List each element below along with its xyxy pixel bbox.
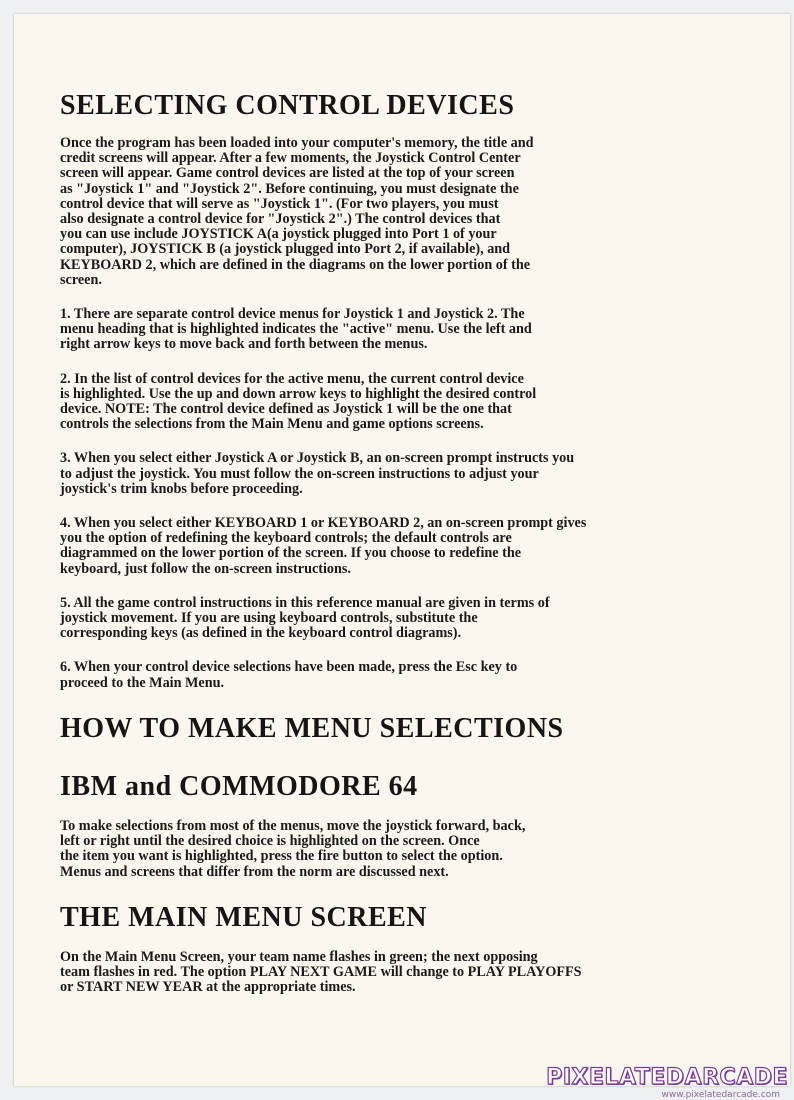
- text-line: left or right until the desired choice is highlighted on the screen. Once: [60, 833, 480, 850]
- text-line: computer), JOYSTICK B (a joystick plugged into Port 2, if available), and: [60, 241, 511, 258]
- text-line: also designate a control device for "Joystick 2".) The control devices that: [60, 211, 501, 228]
- text-line: 1. There are separate control device menus for Joystick 1 and Joystick 2. The: [60, 306, 525, 323]
- text-line: screen will appear. Game control devices are listed at the top of your screen: [60, 165, 515, 182]
- text-line: proceed to the Main Menu.: [60, 674, 225, 691]
- text-line: or START NEW YEAR at the appropriate times.: [60, 979, 356, 996]
- text-line: joystick movement. If you are using keyboard controls, substitute the: [60, 610, 478, 627]
- text-line: To make selections from most of the menus, move the joystick forward, back,: [60, 817, 526, 834]
- text-line: screen.: [60, 271, 102, 288]
- text-line: Once the program has been loaded into your computer's memory, the title and: [60, 135, 534, 151]
- watermark-url: www.pixelatedarcade.com: [661, 1090, 780, 1100]
- watermark-logo: PIXELATEDARCADE: [546, 1065, 788, 1090]
- manual-page: [14, 14, 790, 1086]
- text-line: credit screens will appear. After a few moments, the Joystick Control Center: [60, 150, 521, 167]
- text-line: right arrow keys to move back and forth between the menus.: [60, 336, 428, 353]
- text-line: 4. When you select either KEYBOARD 1 or KEYBOARD 2, an on-screen prompt gives: [60, 515, 587, 532]
- text-line: as "Joystick 1" and "Joystick 2". Before continuing, you must designate the: [60, 180, 519, 197]
- text-line: joystick's trim knobs before proceeding.: [60, 480, 303, 497]
- paragraph-step-3: [60, 451, 740, 497]
- text-line: you the option of redefining the keyboard controls; the default controls are: [60, 530, 512, 547]
- text-line: to adjust the joystick. You must follow the on-screen instructions to adjust your: [60, 465, 539, 482]
- text-line: you can use include JOYSTICK A(a joystick plugged into Port 1 of your: [60, 226, 497, 243]
- text-line: KEYBOARD 2, which are defined in the diagrams on the lower portion of the: [60, 256, 531, 273]
- text-line: keyboard, just follow the on-screen instructions.: [60, 560, 351, 577]
- page-content: [60, 90, 740, 995]
- paragraph-step-2: [60, 372, 740, 433]
- text-line: team flashes in red. The option PLAY NEXT GAME will change to PLAY PLAYOFFS: [60, 963, 582, 980]
- text-line: device. NOTE: The control device defined as Joystick 1 will be the one that: [60, 401, 512, 418]
- text-line: On the Main Menu Screen, your team name flashes in green; the next opposing: [60, 948, 538, 965]
- text-line: menu heading that is highlighted indicates the "active" menu. Use the left and: [60, 321, 532, 338]
- paragraph-step-1: [60, 307, 740, 353]
- heading-selecting-control-devices: SELECTING CONTROL DEVICES: [60, 90, 515, 121]
- paragraph-menu-selections: [60, 819, 740, 880]
- text-line: controls the selections from the Main Menu and game options screens.: [60, 416, 484, 433]
- text-line: is highlighted. Use the up and down arrow keys to highlight the desired control: [60, 385, 537, 402]
- heading-main-menu-screen: THE MAIN MENU SCREEN: [60, 901, 428, 933]
- heading-ibm-commodore-64: IBM and COMMODORE 64: [60, 770, 418, 802]
- paragraph-step-5: [60, 596, 740, 642]
- paragraph-intro: [60, 136, 740, 288]
- text-line: 5. All the game control instructions in this reference manual are given in terms of: [60, 594, 550, 611]
- text-line: 6. When your control device selections have been made, press the Esc key to: [60, 659, 518, 676]
- paragraph-step-6: [60, 660, 740, 690]
- text-line: diagrammed on the lower portion of the screen. If you choose to redefine the: [60, 545, 522, 562]
- heading-how-to-make-menu-selections: HOW TO MAKE MENU SELECTIONS: [60, 712, 564, 744]
- text-line: Menus and screens that differ from the norm are discussed next.: [60, 863, 449, 880]
- text-line: the item you want is highlighted, press the fire button to select the option.: [60, 848, 503, 865]
- paragraph-main-menu: [60, 950, 740, 996]
- text-line: corresponding keys (as defined in the keyboard control diagrams).: [60, 625, 462, 642]
- text-line: control device that will serve as "Joystick 1". (For two players, you must: [60, 195, 499, 212]
- paragraph-step-4: [60, 516, 740, 577]
- text-line: 2. In the list of control devices for the active menu, the current control device: [60, 370, 524, 387]
- text-line: 3. When you select either Joystick A or Joystick B, an on-screen prompt instructs you: [60, 450, 575, 467]
